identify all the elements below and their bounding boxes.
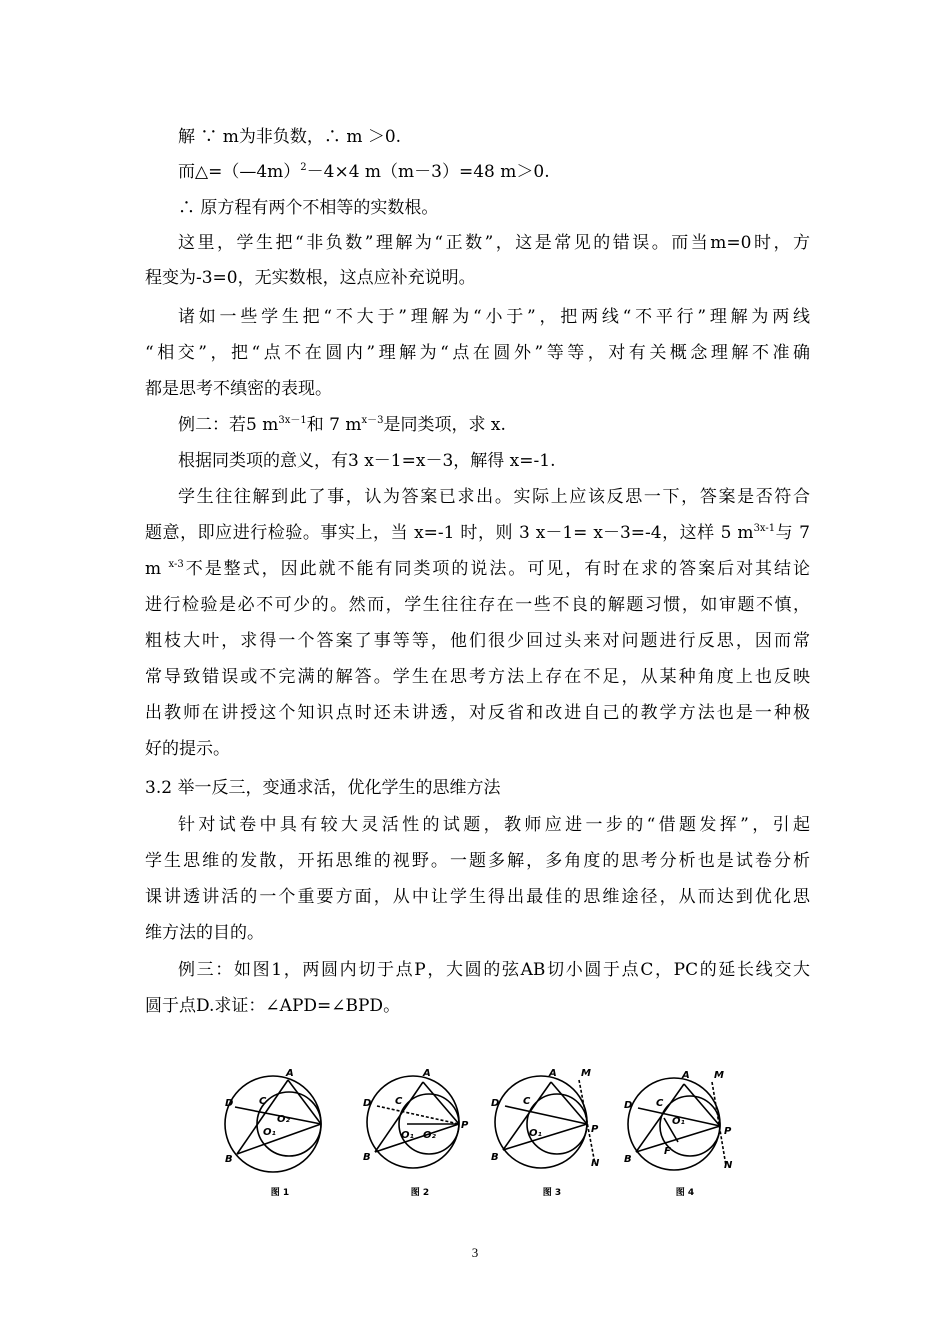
figure-3-caption: 图 3 <box>542 1188 562 1198</box>
fig3-label-B: B <box>491 1152 499 1163</box>
figure-2-caption: 图 2 <box>410 1188 430 1198</box>
fig4-label-D: D <box>624 1100 633 1111</box>
text-line-7: “相交”，把“点不在圆内”理解为“点在圆外”等等，对有关概念理解不准确 <box>145 343 810 363</box>
fig2-label-O1: O₁ <box>401 1130 414 1141</box>
text-line-10: 根据同类项的意义，有3 x－1=x－3，解得 x=-1. <box>178 451 556 471</box>
text-line-21: 学生思维的发散，开拓思维的视野。一题多解，多角度的思考分析也是试卷分析 <box>145 851 810 871</box>
figure-1-drawing <box>215 1062 345 1182</box>
text-line-17: 出教师在讲授这个知识点时还未讲透，对反省和改进自己的教学方法也是一种极 <box>145 703 810 723</box>
fig3-label-M: M <box>581 1068 591 1079</box>
figure-3 <box>487 1062 617 1202</box>
fig4-label-C: C <box>656 1098 664 1109</box>
text-line-22: 课讲透讲活的一个重要方面，从中让学生得出最佳的思维途径，从而达到优化思 <box>145 887 810 907</box>
text-line-2: 而△=（—4m）$^2$－4×4 m（m－3）=48 m＞0. <box>178 162 550 182</box>
figure-3-drawing <box>487 1062 617 1182</box>
text-line-4: 这里，学生把“非负数”理解为“正数”，这是常见的错误。而当m=0时，方 <box>178 233 810 253</box>
fig4-label-P: P <box>724 1126 732 1137</box>
text-line-5: 程变为-3=0，无实数根，这点应补充说明。 <box>145 268 476 288</box>
fig1-label-C: C <box>259 1096 267 1107</box>
figure-1-caption: 图 1 <box>270 1188 290 1198</box>
figure-2 <box>355 1062 485 1202</box>
figure-4-caption: 图 4 <box>675 1188 695 1198</box>
text-line-1: 解 ∵ m为非负数，∴ m ＞0. <box>178 127 402 147</box>
fig4-label-O1: O₁ <box>672 1116 685 1127</box>
fig2-label-P: P <box>461 1120 469 1131</box>
text-line-3: ∴ 原方程有两个不相等的实数根。 <box>178 198 439 218</box>
fig1-label-B: B <box>225 1154 233 1165</box>
fig4-label-B: B <box>624 1154 632 1165</box>
fig4-label-M: M <box>714 1070 724 1081</box>
figure-4-drawing <box>620 1062 750 1182</box>
text-line-25: 圆于点D.求证：∠APD=∠BPD。 <box>145 996 401 1016</box>
figure-1 <box>215 1062 345 1202</box>
fig3-label-D: D <box>491 1098 500 1109</box>
fig3-label-P: P <box>591 1124 599 1135</box>
figure-4 <box>620 1062 750 1202</box>
fig4-label-F: F <box>664 1146 671 1157</box>
text-line-23: 维方法的目的。 <box>145 923 264 943</box>
page-number: 3 <box>471 1245 479 1260</box>
fig2-label-C: C <box>395 1096 403 1107</box>
section-heading: 3.2 举一反三，变通求活，优化学生的思维方法 <box>145 778 501 798</box>
fig3-label-N: N <box>591 1158 600 1169</box>
text-line-18: 好的提示。 <box>145 739 230 759</box>
text-line-13: m $^{x-3}$不是整式，因此就不能有同类项的说法。可见，有时在求的答案后对其结论 <box>145 559 811 579</box>
fig4-label-N: N <box>724 1160 733 1171</box>
text-line-24: 例三：如图1，两圆内切于点P，大圆的弦AB切小圆于点C，PC的延长线交大 <box>178 960 810 980</box>
text-line-9: 例二：若5 $m^{3x-1}$和 7 $m^{x-3}$是同类项，求 x. <box>178 415 506 435</box>
text-line-16: 常导致错误或不完满的解答。学生在思考方法上存在不足，从某种角度上也反映 <box>145 667 810 687</box>
fig1-label-O2: O₂ <box>277 1114 290 1125</box>
fig3-label-A: A <box>549 1068 557 1079</box>
text-line-8: 都是思考不缜密的表现。 <box>145 379 332 399</box>
text-line-20: 针对试卷中具有较大灵活性的试题，教师应进一步的“借题发挥”，引起 <box>178 815 810 835</box>
fig3-label-C: C <box>523 1096 531 1107</box>
text-line-14: 进行检验是必不可少的。然而，学生往往存在一些不良的解题习惯，如审题不慎， <box>145 595 810 615</box>
text-line-12: 题意，即应进行检验。事实上，当 x=-1 时，则 3 x－1= x－3=-4，这样 5 $m^{3x-1}$与 7 <box>145 523 810 543</box>
fig1-label-A: A <box>286 1068 294 1079</box>
fig1-label-O1: O₁ <box>263 1127 276 1138</box>
figure-strip <box>215 1062 760 1202</box>
text-line-15: 粗枝大叶，求得一个答案了事等等，他们很少回过头来对问题进行反思，因而常 <box>145 631 810 651</box>
fig4-label-A: A <box>682 1070 690 1081</box>
fig2-label-A: A <box>423 1068 431 1079</box>
fig2-label-O2: O₂ <box>423 1130 436 1141</box>
fig3-label-O1: O₁ <box>529 1128 542 1139</box>
fig1-label-D: D <box>225 1098 234 1109</box>
text-line-11: 学生往往解到此了事，认为答案已求出。实际上应该反思一下，答案是否符合 <box>178 487 810 507</box>
figure-2-drawing <box>355 1062 485 1182</box>
text-line-6: 诸如一些学生把“不大于”理解为“小于”，把两线“不平行”理解为两线 <box>178 307 810 327</box>
fig2-label-D: D <box>363 1098 372 1109</box>
fig2-label-B: B <box>363 1152 371 1163</box>
